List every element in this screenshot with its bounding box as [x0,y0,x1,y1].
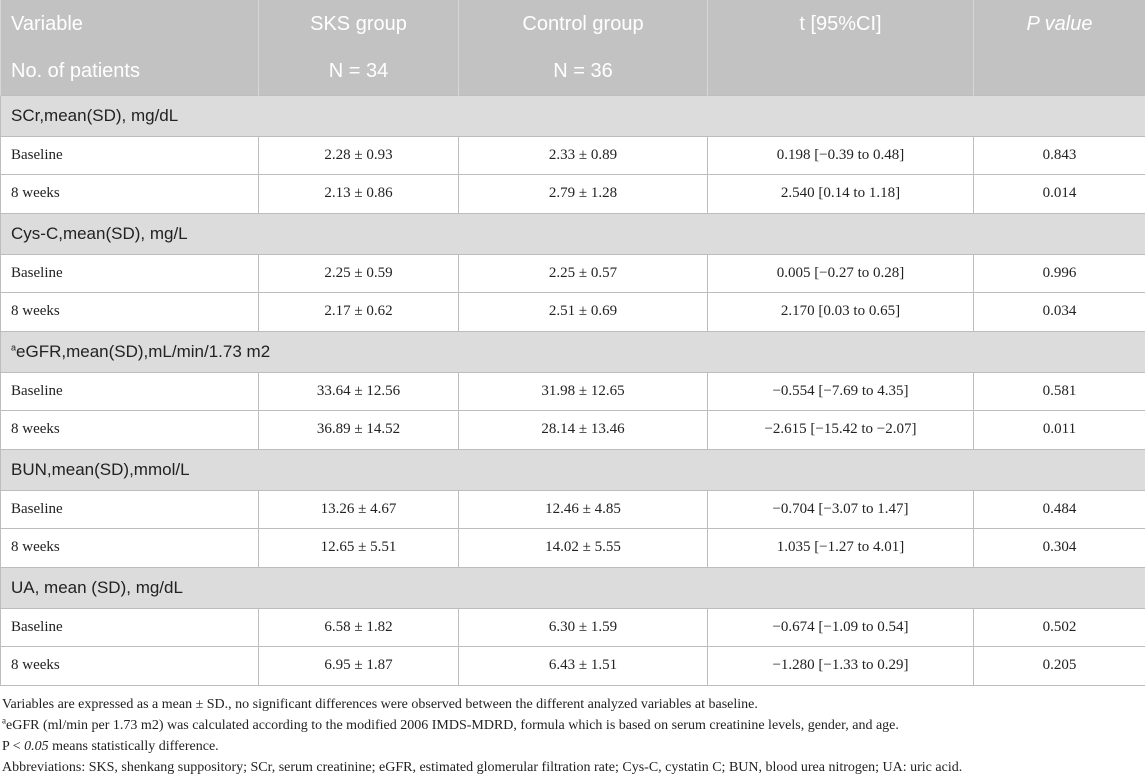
footnote-2-sup: a [2,715,6,725]
header-t-ci: t [95%CI] [708,0,974,48]
section-row-bun [1,449,1145,490]
cell-control: 6.30 ± 1.59 [459,608,708,647]
footnote-3-threshold: 0.05 [24,739,49,754]
footnote-2-text: eGFR (ml/min per 1.73 m2) was calculated according to the modified 2006 IMDS-MDRD, formula which is based on serum creatinine levels, gender, and age. [6,718,899,733]
cell-sks: 33.64 ± 12.56 [259,372,459,411]
cell-control: 2.25 ± 0.57 [459,254,708,293]
cell-control: 6.43 ± 1.51 [459,647,708,686]
cell-sks: 6.58 ± 1.82 [259,608,459,647]
cell-p-value: 0.996 [974,254,1145,293]
section-title-text: Cys-C,mean(SD), mg/L [11,224,188,243]
row-label: 8 weeks [1,411,259,450]
footnote-3-suffix: means statistically difference. [49,739,219,754]
cell-control: 2.51 ± 0.69 [459,293,708,332]
cell-p-value: 0.011 [974,411,1145,450]
table-body [1,95,1145,685]
section-row-cysc [1,213,1145,254]
cell-t-ci: 0.005 [−0.27 to 0.28] [708,254,974,293]
section-title [1,331,1145,372]
cell-p-value: 0.502 [974,608,1145,647]
row-label: Baseline [1,608,259,647]
table-row [1,254,1145,293]
row-label: Baseline [1,372,259,411]
footnote-3 [2,736,1145,757]
row-label: 8 weeks [1,293,259,332]
patients-sks-n: N = 34 [259,48,459,95]
cell-t-ci: −0.554 [−7.69 to 4.35] [708,372,974,411]
section-title-text: eGFR,mean(SD),mL/min/1.73 m2 [16,342,270,361]
cell-control: 12.46 ± 4.85 [459,490,708,529]
cell-sks: 2.28 ± 0.93 [259,136,459,175]
table-row [1,411,1145,450]
section-sup: a [11,342,16,352]
patients-label: No. of patients [1,48,259,95]
table-row [1,175,1145,214]
row-label: 8 weeks [1,529,259,568]
table-row [1,490,1145,529]
cell-t-ci: −0.674 [−1.09 to 0.54] [708,608,974,647]
cell-sks: 6.95 ± 1.87 [259,647,459,686]
header-row [1,0,1145,48]
cell-t-ci: 2.170 [0.03 to 0.65] [708,293,974,332]
row-label: Baseline [1,136,259,175]
cell-t-ci: −0.704 [−3.07 to 1.47] [708,490,974,529]
section-title-text: BUN,mean(SD),mmol/L [11,460,190,479]
cell-t-ci: −2.615 [−15.42 to −2.07] [708,411,974,450]
row-label: Baseline [1,490,259,529]
cell-control: 2.79 ± 1.28 [459,175,708,214]
header-control-group: Control group [459,0,708,48]
cell-sks: 36.89 ± 14.52 [259,411,459,450]
cell-control: 28.14 ± 13.46 [459,411,708,450]
row-label: 8 weeks [1,647,259,686]
section-row-scr [1,95,1145,136]
patients-row [1,48,1145,95]
header-sks-group: SKS group [259,0,459,48]
cell-control: 31.98 ± 12.65 [459,372,708,411]
table-row [1,136,1145,175]
section-row-ua [1,567,1145,608]
patients-control-n: N = 36 [459,48,708,95]
cell-control: 14.02 ± 5.55 [459,529,708,568]
section-title [1,213,1145,254]
cell-sks: 12.65 ± 5.51 [259,529,459,568]
section-title [1,449,1145,490]
cell-sks: 2.25 ± 0.59 [259,254,459,293]
cell-p-value: 0.304 [974,529,1145,568]
cell-t-ci: 1.035 [−1.27 to 4.01] [708,529,974,568]
cell-t-ci: −1.280 [−1.33 to 0.29] [708,647,974,686]
footnote-1: Variables are expressed as a mean ± SD., no significant differences were observed between the different analyzed variables at baseline. [2,694,1145,715]
header-p-value: P value [974,0,1145,48]
table-footnotes [0,686,1145,778]
cell-control: 2.33 ± 0.89 [459,136,708,175]
cell-p-value: 0.581 [974,372,1145,411]
cell-sks: 13.26 ± 4.67 [259,490,459,529]
section-row-egfr [1,331,1145,372]
section-title [1,95,1145,136]
footnote-2 [2,715,1145,736]
cell-p-value: 0.843 [974,136,1145,175]
cell-sks: 2.17 ± 0.62 [259,293,459,332]
table-row [1,529,1145,568]
cell-p-value: 0.484 [974,490,1145,529]
patients-t-empty [708,48,974,95]
section-title-text: UA, mean (SD), mg/dL [11,578,183,597]
table-row [1,647,1145,686]
cell-p-value: 0.014 [974,175,1145,214]
patients-p-empty [974,48,1145,95]
table-row [1,608,1145,647]
table-header [1,0,1145,95]
table-row [1,372,1145,411]
row-label: Baseline [1,254,259,293]
cell-t-ci: 0.198 [−0.39 to 0.48] [708,136,974,175]
cell-p-value: 0.205 [974,647,1145,686]
table-row [1,293,1145,332]
header-variable: Variable [1,0,259,48]
cell-p-value: 0.034 [974,293,1145,332]
footnote-abbreviations: Abbreviations: SKS, shenkang suppository; SCr, serum creatinine; eGFR, estimated glomerular filtration rate; Cys-C, cystatin C; BUN, blood urea nitrogen; UA: uric acid. [2,757,1145,778]
row-label: 8 weeks [1,175,259,214]
cell-t-ci: 2.540 [0.14 to 1.18] [708,175,974,214]
section-title-text: SCr,mean(SD), mg/dL [11,106,178,125]
section-title [1,567,1145,608]
footnote-3-prefix: P < [2,739,24,754]
cell-sks: 2.13 ± 0.86 [259,175,459,214]
